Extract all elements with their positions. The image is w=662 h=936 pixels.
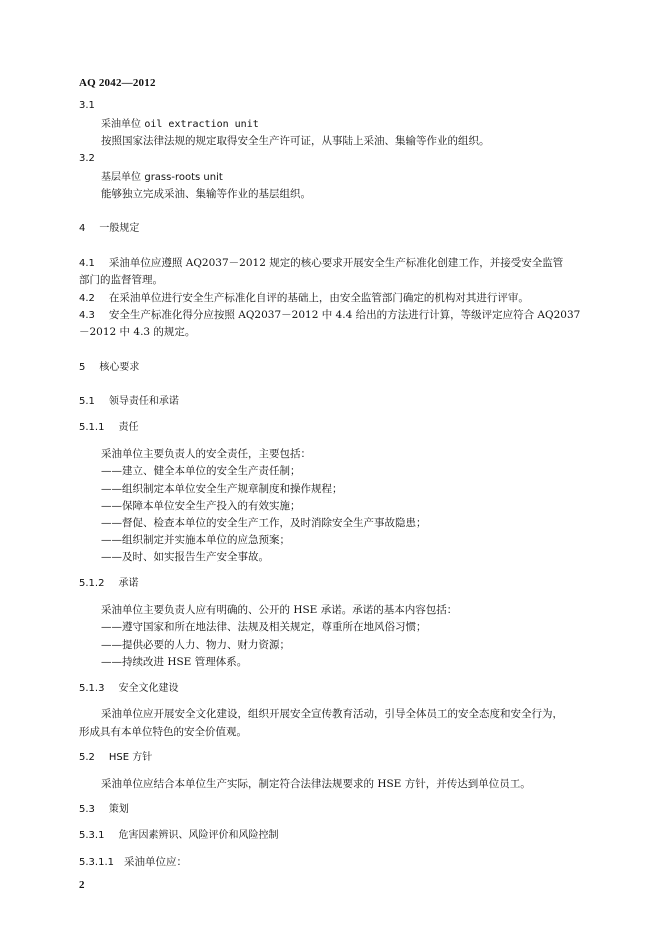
heading-5	[79, 361, 139, 375]
definition-3-2: 能够独立完成采油、集输等作业的基层组织。	[101, 188, 311, 200]
list-item: ——持续改进 HSE 管理体系。	[101, 656, 248, 668]
clause-4-2	[79, 291, 529, 306]
paragraph-5-1-1-intro: 采油单位主要负责人的安全责任，主要包括：	[101, 448, 311, 460]
term-zh: 基层单位	[101, 172, 141, 183]
heading-number: 5.1	[79, 396, 95, 407]
clause-text: 采油单位应：	[124, 856, 187, 868]
paragraph-5-2: 采油单位应结合本单位生产实际，制定符合法律法规要求的 HSE 方针，并传达到单位员工。	[101, 778, 531, 790]
heading-5-1	[79, 395, 179, 409]
page-number: 2	[79, 879, 85, 891]
heading-number: 5.2	[79, 752, 95, 763]
heading-number: 5.3.1	[79, 830, 105, 841]
clause-text: 安全生产标准化得分应按照 AQ2037－2012 中 4.4 给出的方法进行计算，等级评定应符合 AQ2037	[108, 309, 581, 321]
heading-number: 5.1.2	[79, 578, 105, 589]
heading-title: 责任	[118, 422, 139, 433]
clause-number: 5.3.1.1	[79, 857, 114, 868]
clause-4-3-cont: －2012 中 4.3 的规定。	[79, 326, 196, 338]
term-zh: 采油单位	[101, 119, 141, 130]
clause-number-3-2: 3.2	[79, 153, 95, 164]
heading-title: HSE 方针	[108, 752, 153, 763]
heading-title: 领导责任和承诺	[108, 396, 179, 407]
list-item: ——及时、如实报告生产安全事故。	[101, 551, 269, 563]
clause-5-3-1-1	[79, 855, 187, 870]
list-item: ——督促、检查本单位的安全生产工作，及时消除安全生产事故隐患；	[101, 517, 427, 529]
heading-number: 5.3	[79, 804, 95, 815]
definition-3-1: 按照国家法律法规的规定取得安全生产许可证，从事陆上采油、集输等作业的组织。	[101, 135, 490, 147]
clause-4-1-cont: 部门的监督管理。	[79, 274, 163, 286]
heading-title: 危害因素辨识、风险评价和风险控制	[118, 830, 279, 841]
heading-number: 5.1.3	[79, 683, 105, 694]
clause-number: 4.3	[79, 310, 95, 321]
standard-header: AQ 2042—2012	[79, 77, 156, 89]
list-item: ——建立、健全本单位的安全生产责任制；	[101, 465, 301, 477]
heading-title: 核心要求	[99, 362, 140, 373]
heading-5-1-3	[79, 682, 178, 696]
heading-number: 5.1.1	[79, 422, 105, 433]
heading-title: 一般规定	[99, 223, 140, 234]
clause-number: 4.1	[79, 258, 95, 269]
heading-5-3-1	[79, 829, 278, 843]
list-item: ——组织制定并实施本单位的应急预案；	[101, 534, 290, 546]
clause-4-3	[79, 308, 580, 323]
term-3-2	[101, 170, 223, 185]
list-item: ——遵守国家和所在地法律、法规及相关规定，尊重所在地风俗习惯；	[101, 621, 427, 633]
heading-4	[79, 222, 139, 236]
heading-title: 承诺	[118, 578, 139, 589]
heading-number: 4	[79, 223, 86, 234]
term-3-1	[101, 117, 259, 132]
term-en: grass-roots unit	[144, 172, 223, 183]
term-en: oil extraction unit	[144, 119, 259, 130]
clause-4-1	[79, 256, 563, 271]
list-item: ——保障本单位安全生产投入的有效实施；	[101, 500, 301, 512]
heading-title: 安全文化建设	[118, 683, 179, 694]
heading-5-2	[79, 751, 152, 765]
paragraph-5-1-3: 采油单位应开展安全文化建设，组织开展安全宣传教育活动，引导全体员工的安全态度和安全行为，	[101, 708, 563, 720]
list-item: ——提供必要的人力、物力、财力资源；	[101, 639, 290, 651]
clause-text: 采油单位应遵照 AQ2037－2012 规定的核心要求开展安全生产标准化创建工作，并接受安全监管	[108, 257, 564, 269]
clause-number: 4.2	[79, 293, 95, 304]
heading-title: 策划	[108, 804, 129, 815]
heading-number: 5	[79, 362, 86, 373]
clause-number-3-1: 3.1	[79, 100, 95, 111]
clause-text: 在采油单位进行安全生产标准化自评的基础上，由安全监管部门确定的机构对其进行评审。	[108, 292, 529, 304]
heading-5-1-2	[79, 577, 138, 591]
heading-5-1-1	[79, 421, 138, 435]
paragraph-5-1-3-cont: 形成具有本单位特色的安全价值观。	[79, 726, 247, 738]
paragraph-5-1-2-intro: 采油单位主要负责人应有明确的、公开的 HSE 承诺。承诺的基本内容包括：	[101, 604, 458, 616]
list-item: ——组织制定本单位安全生产规章制度和操作规程；	[101, 483, 343, 495]
heading-5-3	[79, 803, 129, 817]
